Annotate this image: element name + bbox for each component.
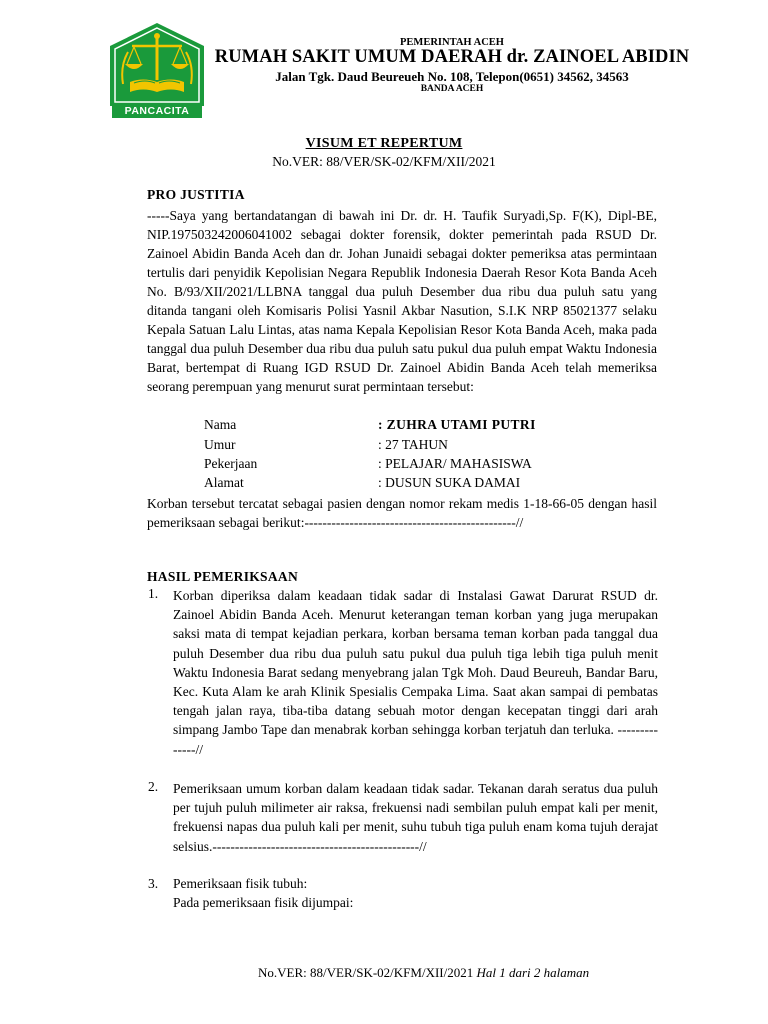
- finding-item-2: Pemeriksaan umum korban dalam keadaan tidak sadar. Tekanan darah seratus dua puluh per tujuh puluh milimeter air raksa, frekuensi nadi sembilan puluh empat kali per menit, frekuensi napas dua puluh kali per menit, suhu tubuh tiga puluh enam koma tujuh derajat selsius.----------------------------------------------//: [173, 781, 658, 854]
- finding-item-3: Pemeriksaan fisik tubuh:: [173, 876, 308, 891]
- patient-age-label: Umur: [204, 437, 236, 452]
- logo-text: PANCACITA: [124, 105, 190, 117]
- item-number: 2.: [148, 779, 159, 794]
- hospital-name: RUMAH SAKIT UMUM DAERAH dr. ZAINOEL ABIDIN: [214, 47, 690, 67]
- pro-justitia-heading: PRO JUSTITIA: [147, 187, 245, 202]
- patient-age-value: : 27 TAHUN: [378, 437, 448, 452]
- item-number: 1.: [148, 586, 159, 601]
- hospital-logo: [108, 22, 206, 118]
- government-name: PEMERINTAH ACEH: [400, 37, 504, 48]
- patient-address-label: Alamat: [204, 475, 244, 490]
- patient-address-value: : DUSUN SUKA DAMAI: [378, 475, 521, 490]
- footer-number: No.VER: 88/VER/SK-02/KFM/XII/2021: [258, 965, 474, 980]
- footer-page: Hal 1 dari 2 halaman: [476, 965, 590, 980]
- hospital-city: BANDA ACEH: [420, 84, 484, 94]
- finding-item-1: Korban diperiksa dalam keadaan tidak sadar di Instalasi Gawat Darurat RSUD dr. Zainoel Abidin Banda Aceh. Menurut keterangan teman korban yang juga merupakan saksi mata di tempat kejadian perkara, korban bersama teman korban pada tanggal dua puluh Desember dua ribu dua puluh satu pukul dua puluh tiga lebih tiga puluh menit Waktu Indonesia Barat sedang menyebrang jalan Tgk Moh. Daud Beureuh, Bandar Baru, Kec. Kuta Alam ke arah Klinik Spesialis Cempaka Lima. Saat akan sampai di pembatas tengah jalan raya, tiba-tiba datang sebuah motor dengan kecepatan tinggi dari arah simpang Jambo Tape dan menabrak korban sehingga korban terjatuh dan terluka. --------------//: [173, 588, 658, 757]
- finding-item-3-subtext: Pada pemeriksaan fisik dijumpai:: [173, 895, 354, 910]
- item-number: 3.: [148, 876, 159, 891]
- registration-text: Korban tersebut tercatat sebagai pasien dengan nomor rekam medis 1-18-66-05 dengan hasil pemeriksaan sebagai berikut:-----------------------------------------------//: [147, 496, 657, 530]
- patient-job-value: : PELAJAR/ MAHASISWA: [378, 456, 532, 471]
- pro-justitia-text: -----Saya yang bertandatangan di bawah ini Dr. dr. H. Taufik Suryadi,Sp. F(K), Dipl-BE, NIP.197503242006041002 sebagai dokter forensik, dokter pemerintah pada RSUD Dr. Zainoel Abidin Banda Aceh dan dr. Johan Junaidi sebagai dokter pemeriksa atas permintaan tertulis dari penyidik Kepolisian Negara Republik Indonesia Daerah Resor Kota Banda Aceh No. B/93/XII/2021/LLBNA tanggal dua puluh Desember dua ribu dua puluh satu yang ditanda tangani oleh Komisaris Polisi Yasnil Akbar Nasution, S.I.K NRP 85021377 selaku Kepala Satuan Lalu Lintas, atas nama Kepala Kepolisian Resor Kota Banda Aceh, maka pada tanggal dua puluh Desember dua ribu dua puluh satu pukul dua puluh empat Waktu Indonesia Barat, bertempat di Ruang IGD RSUD Dr. Zainoel Abidin Banda Aceh telah memeriksa seorang perempuan yang menurut surat permintaan tersebut:: [147, 208, 657, 394]
- patient-job-label: Pekerjaan: [204, 456, 258, 471]
- document-title: VISUM ET REPERTUM: [305, 136, 463, 151]
- hospital-address: Jalan Tgk. Daud Beureueh No. 108, Telepon(0651) 34562, 34563: [275, 69, 629, 84]
- page-footer: [258, 965, 589, 981]
- hasil-heading: HASIL PEMERIKSAAN: [147, 569, 299, 584]
- patient-name-label: Nama: [204, 417, 237, 432]
- document-number: No.VER: 88/VER/SK-02/KFM/XII/2021: [272, 154, 496, 169]
- patient-name-value: : ZUHRA UTAMI PUTRI: [378, 417, 536, 432]
